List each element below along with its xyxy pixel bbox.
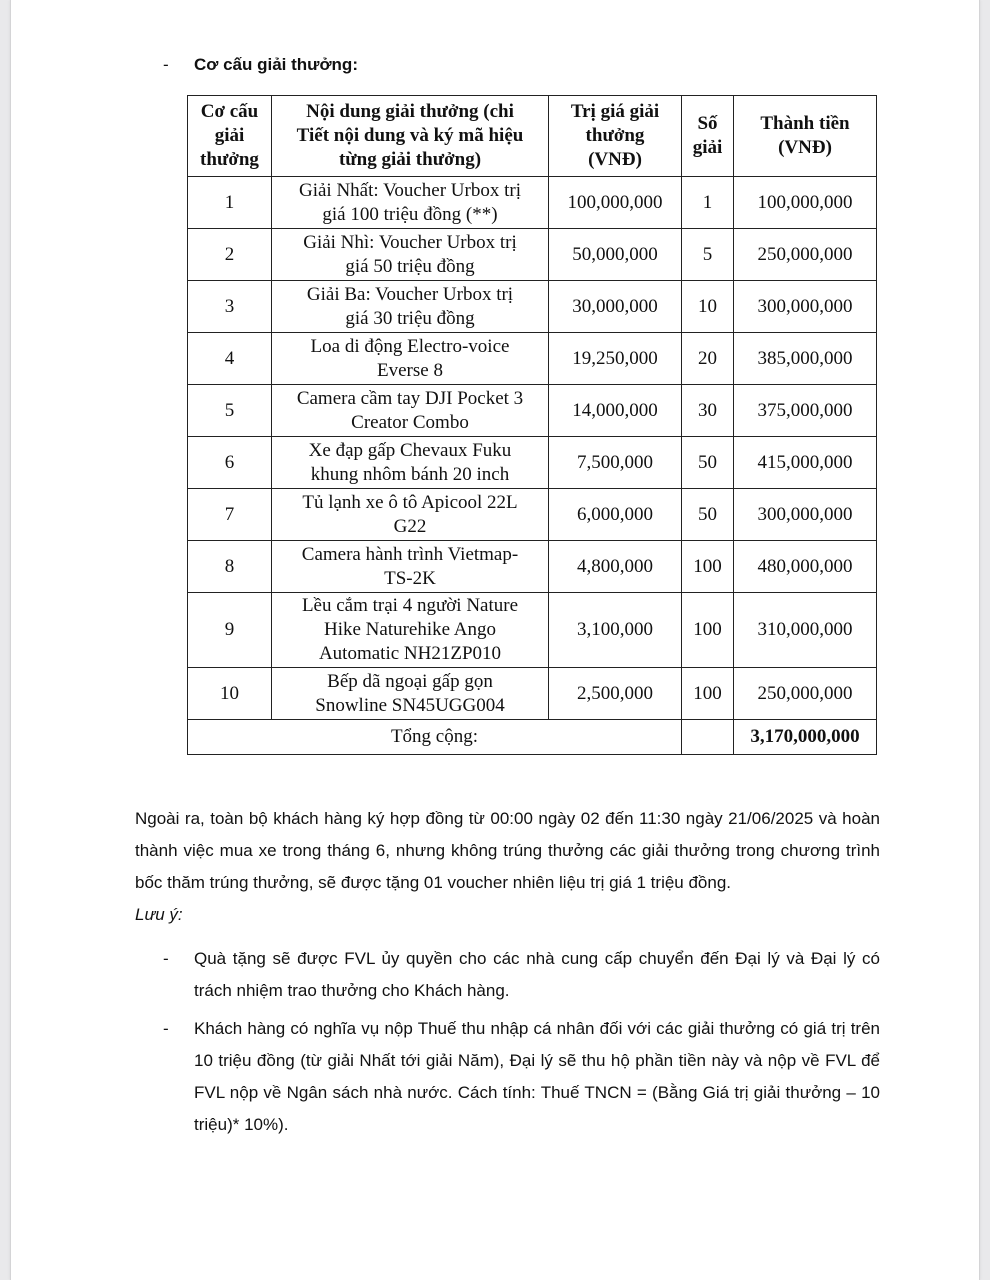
cell-value: 7,500,000 [549,437,682,489]
cell-no: 9 [188,593,272,668]
cell-desc: Loa di động Electro-voice Everse 8 [272,333,549,385]
cell-desc: Xe đạp gấp Chevaux Fuku khung nhôm bánh 20 inch [272,437,549,489]
cell-qty: 50 [682,437,734,489]
cell-no: 7 [188,489,272,541]
header-prize-content: Nội dung giải thưởng (chi Tiết nội dung và ký mã hiệu từng giải thưởng) [272,96,549,177]
cell-no: 3 [188,281,272,333]
total-label: Tổng cộng: [188,720,682,755]
bullet-dash: - [163,1019,169,1038]
cell-total: 250,000,000 [734,229,877,281]
cell-qty: 100 [682,668,734,720]
cell-desc: Bếp dã ngoại gấp gọn Snowline SN45UGG004 [272,668,549,720]
cell-no: 1 [188,177,272,229]
cell-qty: 100 [682,541,734,593]
cell-value: 3,100,000 [549,593,682,668]
cell-desc: Giải Nhất: Voucher Urbox trị giá 100 triệu đồng (**) [272,177,549,229]
cell-desc: Giải Ba: Voucher Urbox trị giá 30 triệu đồng [272,281,549,333]
table-row [188,281,877,333]
cell-total: 300,000,000 [734,489,877,541]
cell-total: 100,000,000 [734,177,877,229]
cell-qty: 30 [682,385,734,437]
cell-no: 2 [188,229,272,281]
cell-qty: 5 [682,229,734,281]
table-row [188,489,877,541]
cell-no: 4 [188,333,272,385]
cell-value: 6,000,000 [549,489,682,541]
cell-desc: Camera cầm tay DJI Pocket 3 Creator Combo [272,385,549,437]
heading-text: Cơ cấu giải thưởng: [194,55,358,74]
cell-desc: Camera hành trình Vietmap- TS-2K [272,541,549,593]
cell-value: 14,000,000 [549,385,682,437]
header-amount: Thành tiền (VNĐ) [734,96,877,177]
cell-total: 480,000,000 [734,541,877,593]
prize-table [187,95,877,755]
header-prize-count: Số giải [682,96,734,177]
voucher-paragraph: Ngoài ra, toàn bộ khách hàng ký hợp đồng từ 00:00 ngày 02 đến 11:30 ngày 21/06/2025 và hoàn thành việc mua xe trong tháng 6, nhưng không trúng thưởng các giải thưởng trong chương trình bốc thăm trúng thưởng, sẽ được tặng 01 voucher nhiên liệu trị giá 1 triệu đồng. [135,809,880,892]
cell-no: 10 [188,668,272,720]
cell-no: 5 [188,385,272,437]
note-label: Lưu ý: [135,905,183,924]
cell-value: 19,250,000 [549,333,682,385]
table-total-row [188,720,877,755]
header-prize-tier: Cơ cấu giải thưởng [188,96,272,177]
cell-qty: 50 [682,489,734,541]
table-row [188,593,877,668]
cell-total: 385,000,000 [734,333,877,385]
table-row [188,385,877,437]
cell-total: 300,000,000 [734,281,877,333]
table-row [188,541,877,593]
table-header-row [188,96,877,177]
cell-no: 6 [188,437,272,489]
cell-qty: 10 [682,281,734,333]
note-bullet-text: Quà tặng sẽ được FVL ủy quyền cho các nhà cung cấp chuyển đến Đại lý và Đại lý có trách nhiệm trao thưởng cho Khách hàng. [194,949,880,1000]
cell-qty: 20 [682,333,734,385]
header-prize-value: Trị giá giải thưởng (VNĐ) [549,96,682,177]
total-value: 3,170,000,000 [734,720,877,755]
table-row [188,177,877,229]
cell-total: 375,000,000 [734,385,877,437]
cell-value: 2,500,000 [549,668,682,720]
cell-desc: Tủ lạnh xe ô tô Apicool 22L G22 [272,489,549,541]
cell-total: 250,000,000 [734,668,877,720]
cell-desc: Lều cắm trại 4 người Nature Hike Naturehike Ango Automatic NH21ZP010 [272,593,549,668]
bullet-dash: - [163,949,169,968]
cell-qty: 1 [682,177,734,229]
cell-value: 100,000,000 [549,177,682,229]
cell-no: 8 [188,541,272,593]
bullet-dash: - [163,55,169,74]
total-empty-cell [682,720,734,755]
note-bullet-text: Khách hàng có nghĩa vụ nộp Thuế thu nhập cá nhân đối với các giải thưởng có giá trị trên 10 triệu đồng (từ giải Nhất tới giải Năm), Đại lý sẽ thu hộ phần tiền này và nộp về FVL để FVL nộp về Ngân sách nhà nước. Cách tính: Thuế TNCN = (Bằng Giá trị giải thưởng – 10 triệu)* 10%). [194,1019,880,1134]
cell-total: 415,000,000 [734,437,877,489]
table-row [188,229,877,281]
table-row [188,333,877,385]
table-row [188,668,877,720]
cell-value: 4,800,000 [549,541,682,593]
cell-value: 50,000,000 [549,229,682,281]
cell-desc: Giải Nhì: Voucher Urbox trị giá 50 triệu đồng [272,229,549,281]
cell-qty: 100 [682,593,734,668]
table-row [188,437,877,489]
cell-value: 30,000,000 [549,281,682,333]
cell-total: 310,000,000 [734,593,877,668]
document-page [10,0,980,1280]
